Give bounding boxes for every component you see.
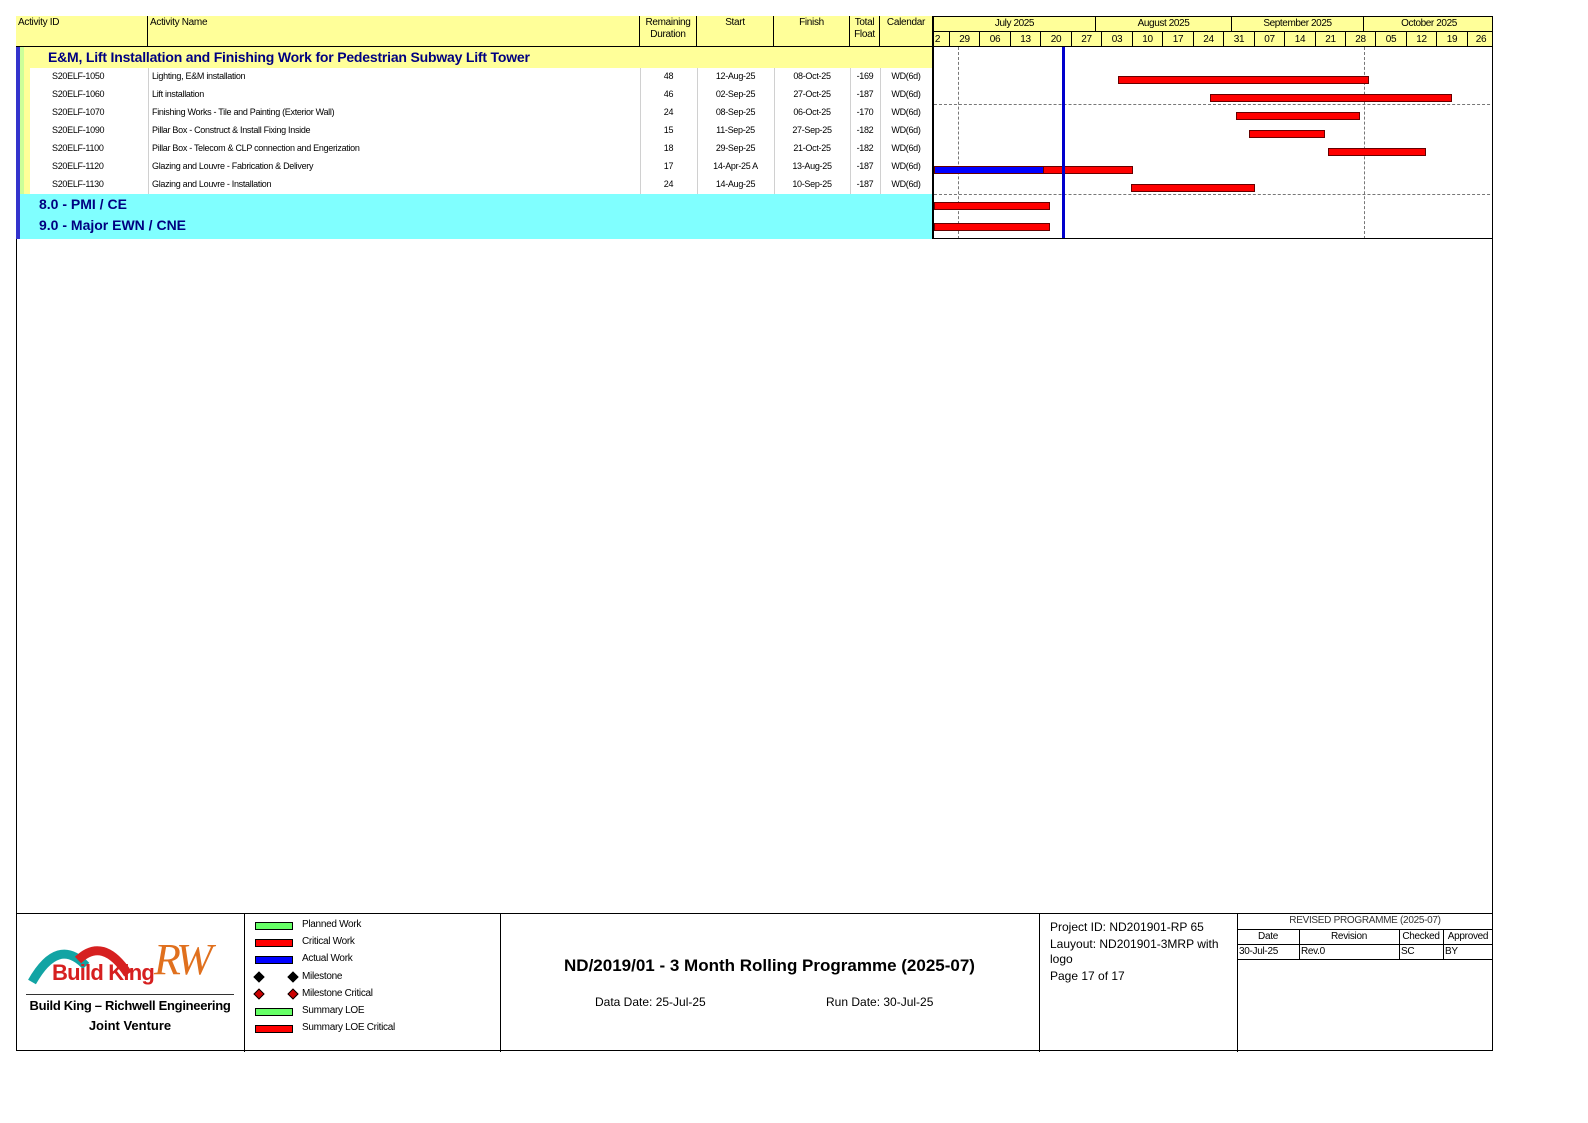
- legend-swatch: [255, 956, 293, 964]
- run-date: Run Date: 30-Jul-25: [826, 995, 934, 1009]
- legend-milestone-icon: [253, 988, 264, 999]
- wbs-level-stripe: [24, 104, 30, 122]
- finish-date: 13-Aug-25: [792, 161, 832, 171]
- programme-title: ND/2019/01 - 3 Month Rolling Programme (2025-07): [564, 956, 975, 975]
- gantt-bar-critical[interactable]: [1043, 166, 1132, 174]
- gantt-bar-critical[interactable]: [1131, 184, 1255, 192]
- finish-date: 21-Oct-25: [793, 143, 831, 153]
- legend-label: Milestone: [302, 970, 343, 982]
- divider: [244, 914, 245, 1052]
- wbs-level-stripe: [24, 140, 30, 158]
- gantt-bar-critical[interactable]: [1236, 112, 1360, 120]
- legend-item: [255, 954, 485, 968]
- legend-label: Actual Work: [302, 953, 353, 965]
- start-date: 11-Sep-25: [716, 125, 755, 135]
- wbs-level-stripe: [24, 158, 30, 176]
- legend-item: [255, 920, 485, 934]
- start-date: 14-Aug-25: [715, 179, 756, 189]
- timescale-week: 06: [980, 32, 1011, 47]
- col-total-float[interactable]: Total Float: [850, 16, 880, 46]
- wbs-group-pmi-ce[interactable]: [16, 194, 932, 215]
- rev-col-approved: Approved: [1447, 931, 1489, 942]
- remaining-duration: 24: [663, 179, 674, 189]
- activity-name: Finishing Works - Tile and Painting (Exterior Wall): [152, 107, 335, 117]
- activity-id: S20ELF-1050: [52, 71, 105, 81]
- activity-id: S20ELF-1100: [52, 143, 104, 153]
- total-float: -169: [856, 71, 874, 81]
- subgroup-title: 8.0 - PMI / CE: [39, 196, 127, 212]
- activity-row[interactable]: [16, 158, 932, 177]
- finish-date: 08-Oct-25: [793, 71, 831, 81]
- activity-row[interactable]: [16, 68, 932, 87]
- wbs-level-stripe: [24, 176, 30, 194]
- activity-name: Pillar Box - Telecom & CLP connection and Engerization: [152, 143, 360, 153]
- gantt-bar-critical[interactable]: [1328, 148, 1426, 156]
- logo-underline: [26, 994, 234, 995]
- gantt-bar-critical[interactable]: [1118, 76, 1369, 84]
- activity-id: S20ELF-1120: [52, 161, 104, 171]
- divider: [500, 914, 501, 1052]
- finish-date: 27-Oct-25: [793, 89, 831, 99]
- timescale-week: 2: [932, 32, 950, 47]
- timescale-week: 20: [1041, 32, 1072, 47]
- remaining-duration: 48: [663, 71, 674, 81]
- revision-table: [1237, 914, 1493, 960]
- timescale-week: 26: [1468, 32, 1493, 47]
- divider: [1039, 914, 1040, 1052]
- wbs-level-stripe: [16, 215, 20, 239]
- timescale-week: 14: [1285, 32, 1316, 47]
- company-name: Build King – Richwell Engineering: [29, 998, 231, 1013]
- col-calendar[interactable]: Calendar: [886, 17, 926, 28]
- legend-swatch: [255, 1008, 293, 1016]
- timescale-week: 29: [950, 32, 980, 47]
- total-float: -187: [856, 161, 874, 171]
- activity-name: Glazing and Louvre - Fabrication & Delivery: [152, 161, 314, 171]
- remaining-duration: 15: [663, 125, 674, 135]
- wbs-group-em-lift[interactable]: [16, 47, 932, 68]
- legend-swatch: [255, 1025, 293, 1033]
- data-date: Data Date: 25-Jul-25: [595, 995, 706, 1009]
- activity-name: Lighting, E&M installation: [152, 71, 246, 81]
- calendar: WD(6d): [891, 125, 921, 135]
- legend-swatch: [255, 939, 293, 947]
- finish-date: 06-Oct-25: [793, 107, 831, 117]
- subgroup-title: 9.0 - Major EWN / CNE: [39, 217, 187, 233]
- activity-row[interactable]: [16, 122, 932, 141]
- table-header: [16, 16, 932, 47]
- legend-milestone-icon: [253, 971, 264, 982]
- col-activity-name[interactable]: Activity Name: [148, 16, 640, 46]
- rev-approved: BY: [1445, 946, 1458, 957]
- layout-name: Lauyout: ND201901-3MRP with logo: [1050, 937, 1219, 966]
- rev-col-revision: Revision: [1331, 931, 1367, 942]
- company-name-line2: Joint Venture: [88, 1018, 172, 1033]
- legend-label: Planned Work: [302, 919, 362, 930]
- wbs-level-stripe: [24, 122, 30, 140]
- rev-col-date: Date: [1258, 931, 1278, 942]
- timescale-week: 28: [1346, 32, 1376, 47]
- timescale-week: 24: [1194, 32, 1224, 47]
- activity-id: S20ELF-1070: [52, 107, 105, 117]
- start-date: 12-Aug-25: [715, 71, 756, 81]
- title-block: [16, 913, 1493, 1052]
- timescale-month: September 2025: [1232, 17, 1364, 32]
- timescale-week: 13: [1011, 32, 1041, 47]
- calendar: WD(6d): [891, 143, 921, 153]
- gantt-chart[interactable]: [932, 16, 1493, 239]
- timescale-week: 10: [1133, 32, 1163, 47]
- total-float: -187: [856, 179, 874, 189]
- rev-col-checked: Checked: [1402, 931, 1440, 942]
- rev-date: 30-Jul-25: [1239, 946, 1278, 957]
- calendar: WD(6d): [891, 89, 921, 99]
- rev-revision: Rev.0: [1301, 946, 1325, 957]
- gantt-bar-critical[interactable]: [1249, 130, 1325, 138]
- start-date: 02-Sep-25: [715, 89, 756, 99]
- revision-table-title: REVISED PROGRAMME (2025-07): [1289, 915, 1441, 926]
- remaining-duration: 46: [663, 89, 674, 99]
- activity-name: Glazing and Louvre - Installation: [152, 179, 272, 189]
- legend-milestone-icon: [287, 988, 298, 999]
- activity-name: Lift installation: [152, 89, 204, 99]
- group-title: E&M, Lift Installation and Finishing Work for Pedestrian Subway Lift Tower: [48, 49, 530, 65]
- timescale-week: 12: [1407, 32, 1437, 47]
- legend-item: [255, 1023, 485, 1037]
- legend-label: Milestone Critical: [302, 987, 373, 999]
- legend-label: Summary LOE Critical: [302, 1022, 395, 1034]
- rev-checked: SC: [1401, 946, 1415, 957]
- legend-label: Summary LOE: [302, 1005, 365, 1016]
- activity-row[interactable]: [16, 86, 932, 105]
- calendar: WD(6d): [891, 71, 921, 81]
- activity-id: S20ELF-1060: [52, 89, 105, 99]
- timescale-week: 31: [1224, 32, 1255, 47]
- project-id: Project ID: ND201901-RP 65: [1050, 920, 1204, 934]
- gantt-gridline: [958, 47, 959, 239]
- legend-item: [255, 1006, 485, 1020]
- legend-label: Critical Work: [302, 936, 355, 948]
- gantt-gridline: [934, 104, 1493, 105]
- calendar: WD(6d): [891, 161, 921, 171]
- gantt-bar-critical[interactable]: [934, 202, 1050, 210]
- gantt-bar-critical[interactable]: [1210, 94, 1453, 102]
- activity-row[interactable]: [16, 176, 932, 195]
- timescale-week: 07: [1255, 32, 1285, 47]
- activity-id: S20ELF-1130: [52, 179, 104, 189]
- finish-date: 10-Sep-25: [792, 179, 832, 189]
- timescale-month: July 2025: [934, 17, 1096, 32]
- remaining-duration: 17: [663, 161, 674, 171]
- legend-item: [255, 937, 485, 951]
- timescale-week: 27: [1072, 32, 1102, 47]
- start-date: 14-Apr-25 A: [713, 161, 758, 171]
- timescale-week: 05: [1376, 32, 1407, 47]
- timescale-month: August 2025: [1096, 17, 1232, 32]
- timescale-month: October 2025: [1364, 17, 1493, 32]
- wbs-group-major-ewn[interactable]: [16, 215, 932, 239]
- page-number: Page 17 of 17: [1050, 969, 1125, 983]
- wbs-level-stripe: [24, 68, 30, 86]
- start-date: 08-Sep-25: [715, 107, 756, 117]
- calendar: WD(6d): [891, 179, 921, 189]
- activity-row[interactable]: [16, 104, 932, 123]
- timescale-week: 19: [1437, 32, 1468, 47]
- col-remaining-duration[interactable]: Remaining Duration: [640, 16, 697, 46]
- activity-row[interactable]: [16, 140, 932, 159]
- calendar: WD(6d): [891, 107, 921, 117]
- total-float: -170: [856, 107, 874, 117]
- remaining-duration: 24: [663, 107, 674, 117]
- company-logo: [28, 936, 238, 992]
- gantt-gridline: [934, 194, 1493, 195]
- col-start[interactable]: Start: [697, 16, 774, 46]
- logo-brand-text: Build King: [52, 960, 154, 985]
- total-float: -187: [856, 89, 874, 99]
- timescale-week: 21: [1316, 32, 1346, 47]
- gantt-bar-critical[interactable]: [934, 223, 1050, 231]
- legend-item: [255, 989, 485, 1003]
- data-date-line: [1062, 47, 1065, 239]
- wbs-level-stripe: [20, 47, 24, 68]
- activity-name: Pillar Box - Construct & Install Fixing Inside: [152, 125, 311, 135]
- col-finish[interactable]: Finish: [774, 16, 850, 46]
- timescale-week: 03: [1102, 32, 1133, 47]
- wbs-level-stripe: [16, 194, 20, 215]
- start-date: 29-Sep-25: [715, 143, 756, 153]
- finish-date: 27-Sep-25: [792, 125, 832, 135]
- remaining-duration: 18: [663, 143, 674, 153]
- activity-id: S20ELF-1090: [52, 125, 105, 135]
- total-float: -182: [856, 125, 874, 135]
- col-activity-id[interactable]: Activity ID: [16, 16, 148, 46]
- legend-swatch: [255, 922, 293, 930]
- total-float: -182: [856, 143, 874, 153]
- timescale-week: 17: [1163, 32, 1194, 47]
- wbs-level-stripe: [24, 86, 30, 104]
- legend-milestone-icon: [287, 971, 298, 982]
- logo-mark: RW: [154, 935, 209, 984]
- gantt-bar-actual[interactable]: [934, 166, 1045, 174]
- legend-item: [255, 972, 485, 986]
